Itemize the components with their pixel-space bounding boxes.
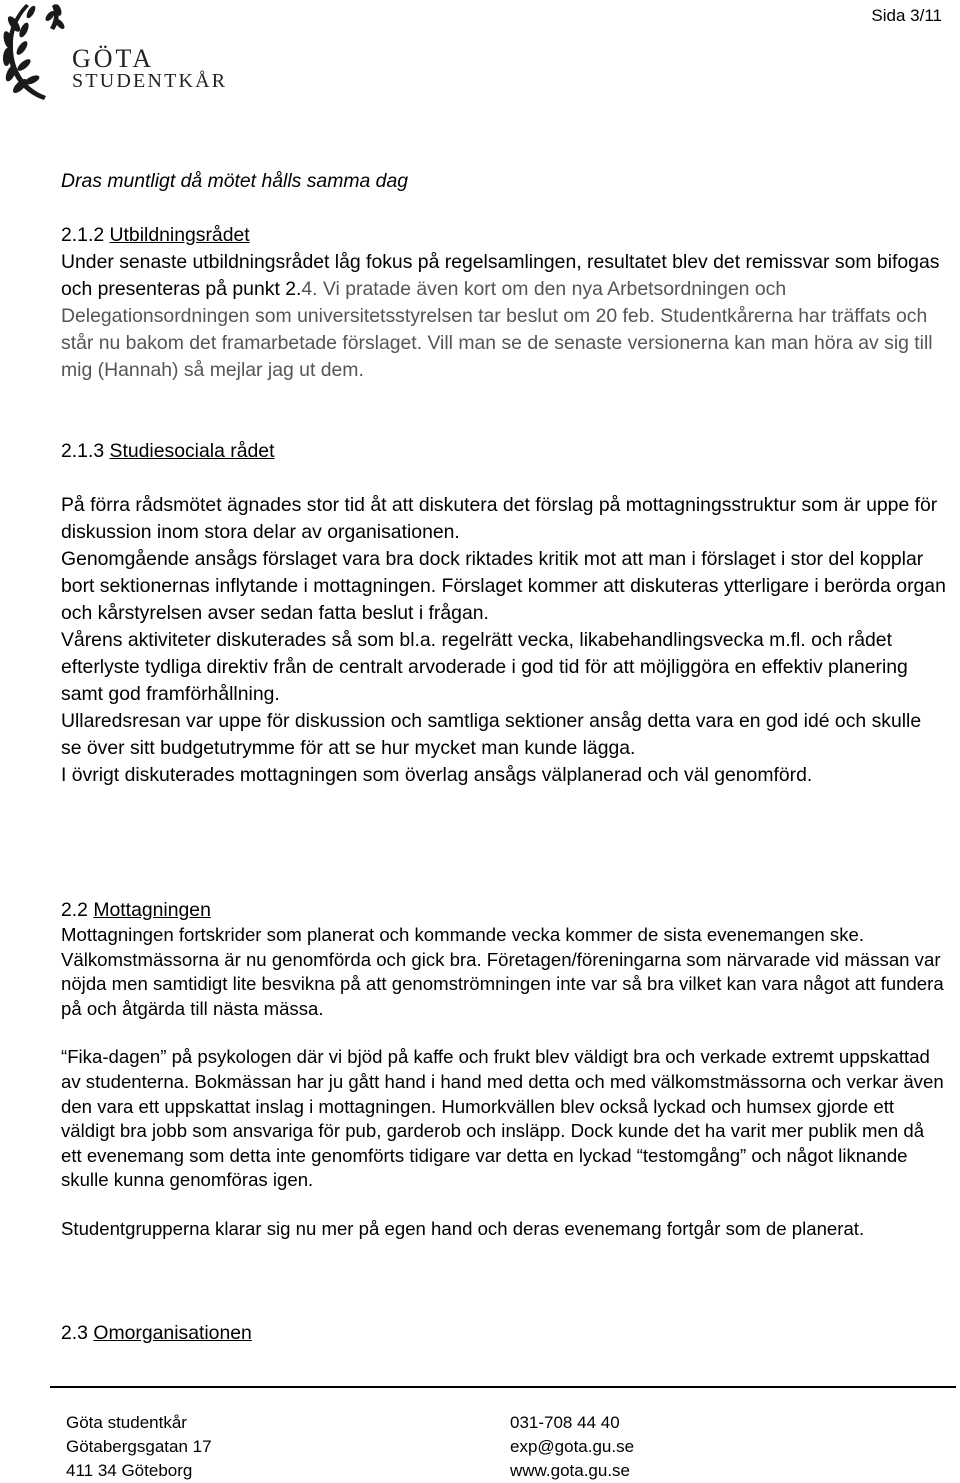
section-heading — [61, 438, 946, 465]
paragraph: Vårens aktiviteter diskuterades så som bl.a. regelrätt vecka, likabehandlingsvecka m.fl. och rådet efterlyste tydliga direktiv från de centralt arvoderade i god tid för att möjliggöra en effektiv planering samt god framförhållning. — [61, 629, 908, 705]
footer-phone: 031-708 44 40 — [510, 1413, 620, 1432]
section-number: 2.2 — [61, 899, 88, 921]
section-number: 2.1.2 — [61, 224, 105, 246]
paragraph: I övrigt diskuterades mottagningen som överlag ansågs välplanerad och väl genomförd. — [61, 764, 813, 786]
section-number: 2.3 — [61, 1322, 88, 1344]
section-title: Omorganisationen — [93, 1322, 252, 1344]
footer-city: 411 34 Göteborg — [66, 1461, 193, 1480]
paragraph: På förra rådsmötet ägnades stor tid åt att diskutera det förslag på mottagningsstruktur som är uppe för diskussion inom stora delar av organisationen. — [61, 494, 938, 543]
italic-note: Dras muntligt då mötet hålls samma dag — [61, 170, 409, 192]
logo-text-studentkar: STUDENTKÅR — [72, 70, 228, 92]
paragraph: Genomgående ansågs förslaget vara bra dock riktades kritik mot att man i förslaget i stor del kopplar bort sektionernas inflytande i mottagningen. Förslaget kommer att diskuteras ytterligare i berörda organ och kårstyrelsen avser sedan fatta beslut i frågan. — [61, 548, 946, 624]
section-title: Utbildningsrådet — [109, 224, 250, 246]
section-body-part1: Under senaste utbildningsrådet låg fokus på regelsamlingen, resultatet blev det remissvar som bifogas och presenteras på punkt 2. — [61, 251, 940, 300]
paragraph: Ullaredsresan var uppe för diskussion och samtliga sektioner ansåg detta vara en god idé och skulle se över sitt budgetutrymme för att se hur mycket man kunde lägga. — [61, 710, 922, 759]
section-2-2-body — [61, 923, 946, 1242]
page-number: Sida 3/11 — [871, 6, 942, 25]
laurel-wreath-icon — [0, 0, 75, 110]
section-2-1-2 — [61, 222, 946, 384]
footer-website[interactable]: www.gota.gu.se — [510, 1461, 631, 1480]
footer-street: Götabergsgatan 17 — [66, 1437, 212, 1456]
section-2-3-heading — [61, 1320, 946, 1347]
section-body — [61, 249, 946, 384]
logo — [0, 0, 270, 112]
logo-text-gota: GÖTA — [72, 44, 155, 73]
paragraph: “Fika-dagen” på psykologen där vi bjöd på kaffe och frukt blev väldigt bra och verkade extremt uppskattad av studenterna. Bokmässan har ju gått hand i hand med detta och med välkomstmässorna och verkar även den vara ett uppskattat inslag i mottagningen. Humorkvällen blev också lyckad och humsex gjorde ett väldigt bra jobb som ansvariga för pub, garderob och insläpp. Dock kunde det ha varit mer publik men då ett evenemang som detta inte genomförts tidigare var detta en lyckad “testomgång” och något liknande skulle kunna genomföras igen. — [61, 1046, 944, 1191]
section-2-1-3 — [61, 438, 946, 789]
paragraph: Studentgrupperna klarar sig nu mer på egen hand och deras evenemang fortgår som de planerat. — [61, 1217, 865, 1239]
footer-org: Göta studentkår — [66, 1413, 187, 1432]
section-title: Studiesociala rådet — [109, 440, 275, 462]
section-2-2-heading — [61, 897, 946, 924]
footer-contact — [510, 1411, 634, 1483]
section-number: 2.1.3 — [61, 440, 105, 462]
paragraph: Mottagningen fortskrider som planerat och kommande vecka kommer de sista evenemangen ske. Välkomstmässorna är nu genomförda och gick bra. Företagen/föreningarna som närvarade vid mässan var nöjda men samtidigt lite besvikna på att genomströmningen inte var så bra vilket kan vara något att fundera på och åtgärda till nästa mässa. — [61, 924, 944, 1019]
footer-rule — [50, 1386, 956, 1388]
section-heading — [61, 222, 946, 249]
section-body — [61, 492, 946, 789]
footer-address — [66, 1411, 212, 1483]
footer-email[interactable]: exp@gota.gu.se — [510, 1437, 635, 1456]
section-title: Mottagningen — [93, 899, 211, 921]
section-body-part2: 4. Vi pratade även kort om den nya Arbetsordningen och Delegationsordningen som universitetsstyrelsen tar beslut om 20 feb. Studentkårerna har träffats och står nu bakom det framarbetade förslaget. Vill man se de senaste versionerna kan man höra av sig till mig (Hannah) så mejlar jag ut dem. — [61, 278, 933, 381]
